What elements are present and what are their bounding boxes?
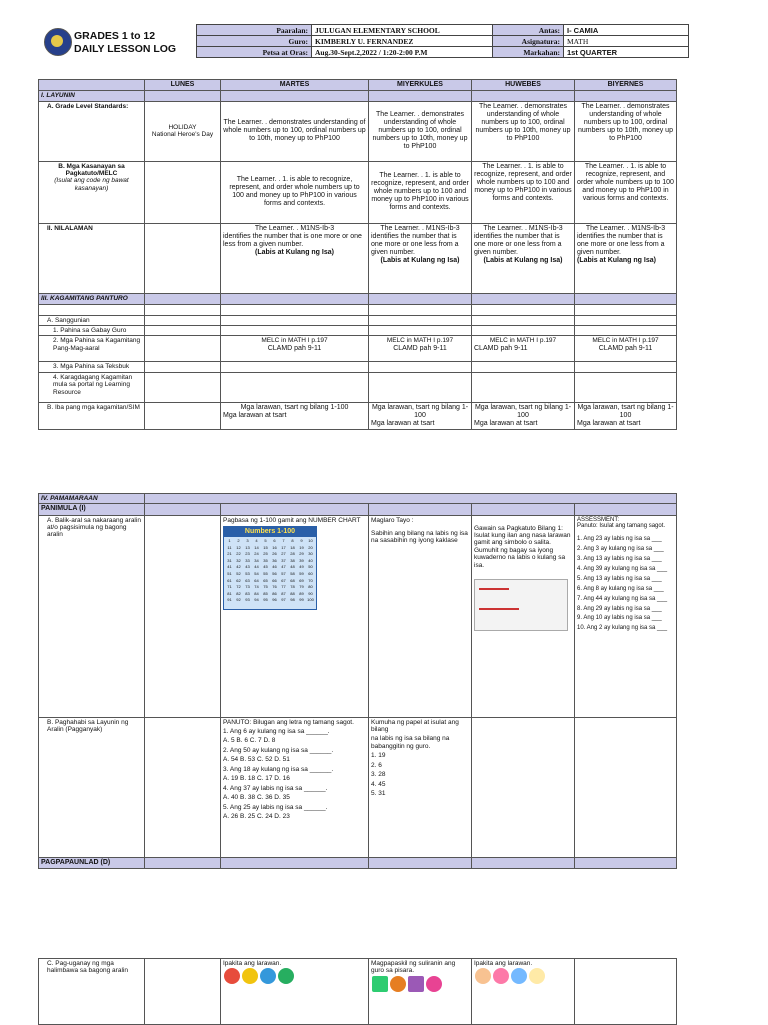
petsa-value: Aug.30-Sept.2,2022 / 1:20-2:00 P.M — [312, 47, 493, 58]
b-martes-item: A. 26 B. 25 C. 24 D. 23 — [223, 813, 290, 821]
number-chart-cell: 4 — [255, 537, 258, 543]
markahan-label: Markahan: — [493, 47, 564, 58]
nil-text-miyerkules: identifies the number that is one more or one less from a given number. — [371, 232, 459, 256]
number-chart-cell: 100 — [307, 597, 314, 603]
b-miyerkules-item: na labis ng isa sa bilang na babanggitin ng guro. — [371, 735, 450, 750]
b-martes-item: A. 54 B. 53 C. 52 D. 51 — [223, 756, 290, 764]
layunin-label: I. LAYUNIN — [39, 91, 145, 101]
antas-label: Antas: — [493, 25, 564, 36]
number-chart-cell: 90 — [308, 590, 313, 596]
number-chart-cell: 9 — [300, 537, 303, 543]
number-chart-cell: 65 — [263, 577, 268, 583]
number-chart-cell: 10 — [308, 537, 313, 543]
number-chart-cell: 21 — [227, 551, 232, 557]
holiday-label: HOLIDAY — [168, 123, 197, 131]
number-chart-cell: 81 — [227, 590, 232, 596]
objectives-table — [38, 79, 677, 430]
procedure-table — [38, 493, 677, 869]
nil-title-miyerkules: (Labis at Kulang ng Isa) — [380, 256, 460, 264]
number-chart-cell: 79 — [299, 584, 304, 590]
c-huwebes: Ipakita ang larawan. — [474, 960, 533, 967]
number-chart-cell: 8 — [291, 537, 294, 543]
number-chart-cell: 31 — [227, 557, 232, 563]
number-chart-cell: 45 — [263, 564, 268, 570]
pagpapaunlad-label: PAGPAPAUNLAD (D) — [39, 857, 145, 868]
assessment-item: 7. Ang 44 ay kulang ng isa sa ___ — [577, 595, 668, 602]
assessment-directions: Panuto: Isulat ang tamang sagot. — [577, 523, 666, 530]
melc-label: B. Mga Kasanayan sa Pagkatuto/MELC — [58, 162, 125, 177]
number-chart-cell: 99 — [299, 597, 304, 603]
b-martes-item: 1. Ang 6 ay kulang ng isa sa ______. — [223, 727, 330, 735]
melc-ref-huwebes: MELC in MATH I p.197 — [489, 337, 557, 345]
clamd-huwebes: CLAMD pah 9-11 — [474, 344, 528, 352]
a-martes: Pagbasa ng 1-100 gamit ang NUMBER CHART — [223, 516, 361, 524]
melc-ref-biyernes: MELC in MATH I p.197 — [592, 337, 659, 345]
b-miyerkules-item: 2. 6 — [371, 761, 382, 769]
assessment-item: 6. Ang 8 ay kulang ng isa sa ___ — [577, 585, 664, 592]
number-chart-cell: 82 — [236, 590, 241, 596]
number-chart-cell: 57 — [281, 570, 286, 576]
melc-huwebes: The Learner. . 1. is able to recognize, represent, and order whole numbers up to 100 and money up to PhP100 in various forms and contexts. — [472, 161, 575, 223]
number-chart-cell: 63 — [245, 577, 250, 583]
number-chart-image — [223, 526, 317, 610]
number-chart-cell: 94 — [254, 597, 259, 603]
number-chart-cell: 34 — [254, 557, 259, 563]
b-martes-item: 4. Ang 37 ay labis ng isa sa ______. — [223, 784, 328, 792]
day-martes: MARTES — [221, 80, 369, 91]
dll-title: DAILY LESSON LOG — [74, 43, 177, 55]
day-huwebes: HUWEBES — [472, 80, 575, 91]
worksheet-image — [474, 579, 568, 631]
number-chart-cell: 71 — [227, 584, 232, 590]
iba-miyerkules: Mga larawan, tsart ng bilang 1-100 — [371, 403, 469, 419]
melc-ref-miyerkules: MELC in MATH I p.197 — [386, 337, 454, 345]
number-chart-cell: 13 — [245, 544, 250, 550]
number-chart-cell: 56 — [272, 570, 277, 576]
number-chart-cell: 53 — [245, 570, 250, 576]
number-chart-cell: 27 — [281, 551, 286, 557]
number-chart-cell: 86 — [272, 590, 277, 596]
number-chart-cell: 19 — [299, 544, 304, 550]
number-chart-cell: 55 — [263, 570, 268, 576]
number-chart-cell: 11 — [227, 544, 232, 550]
day-miyerkules: MIYERKULES — [369, 80, 472, 91]
nil-text-martes: identifies the number that is one more or one less from a given number. — [223, 232, 362, 248]
assessment-item: 5. Ang 13 ay labis ng isa sa ___ — [577, 575, 662, 582]
gls-miyerkules: The Learner. . demonstrates understanding of whole numbers up to 100, ordinal numbers up to 10th, money up to PhP100 — [369, 101, 472, 161]
number-chart-cell: 59 — [299, 570, 304, 576]
b-miyerkules-item: 3. 28 — [371, 771, 386, 779]
day-biyernes: BIYERNES — [575, 80, 677, 91]
number-chart-cell: 87 — [281, 590, 286, 596]
number-chart-cell: 72 — [236, 584, 241, 590]
iba2-biyernes: Mga larawan at tsart — [577, 420, 641, 428]
number-chart-cell: 25 — [263, 551, 268, 557]
sanggunian-label: A. Sanggunian — [39, 315, 145, 325]
number-chart-cell: 5 — [264, 537, 267, 543]
day-lunes: LUNES — [145, 80, 221, 91]
lr-label: 4. Karagdagang Kagamitan mula sa portal ng Learning Resource — [39, 372, 145, 402]
number-chart-cell: 84 — [254, 590, 259, 596]
number-chart-cell: 49 — [299, 564, 304, 570]
number-chart-cell: 24 — [254, 551, 259, 557]
teksbuk-label: 3. Mga Pahina sa Teksbuk — [39, 362, 145, 372]
number-chart-cell: 89 — [299, 590, 304, 596]
antas-value: I- CAMIA — [564, 25, 689, 36]
iba-huwebes: Mga larawan, tsart ng bilang 1-100 — [474, 403, 572, 419]
number-chart-cell: 69 — [299, 577, 304, 583]
number-chart-cell: 54 — [254, 570, 259, 576]
gabay-label: 1. Pahina sa Gabay Guro — [39, 325, 145, 335]
iba2-martes: Mga larawan at tsart — [223, 411, 287, 419]
number-chart-cell: 18 — [290, 544, 295, 550]
number-chart-cell: 26 — [272, 551, 277, 557]
assessment-item: 8. Ang 29 ay labis ng isa sa ___ — [577, 605, 662, 612]
a-miy-text: Sabihin ang bilang na labis ng isa na sasabihin ng iyong kaklase — [371, 529, 468, 545]
number-chart-cell: 58 — [290, 570, 295, 576]
number-chart-cell: 16 — [272, 544, 277, 550]
b-martes — [221, 717, 369, 857]
melc-miyerkules: The Learner. . 1. is able to recognize, represent, and order whole numbers up to 100 and money up to PhP100 in various forms and contexts. — [369, 161, 472, 223]
b-martes-item: PANUTO: Bilugan ang letra ng tamang sagot. — [223, 718, 354, 726]
number-chart-cell: 3 — [246, 537, 249, 543]
number-chart-cell: 30 — [308, 551, 313, 557]
number-chart-cell: 98 — [290, 597, 295, 603]
number-chart-cell: 36 — [272, 557, 277, 563]
assessment-item: 3. Ang 13 ay labis ng isa sa ___ — [577, 556, 662, 563]
number-chart-cell: 50 — [308, 564, 313, 570]
number-chart-grid — [224, 537, 316, 605]
guro-value: KIMBERLY U. FERNANDEZ — [312, 36, 493, 47]
b-martes-item: A. 40 B. 38 C. 36 D. 35 — [223, 794, 290, 802]
number-chart-cell: 68 — [290, 577, 295, 583]
b-miyerkules-item: 4. 45 — [371, 780, 386, 788]
number-chart-cell: 12 — [236, 544, 241, 550]
nil-code-martes: The Learner. . M1NS-Ib-3 — [254, 224, 335, 232]
number-chart-cell: 92 — [236, 597, 241, 603]
gls-biyernes: The Learner. . demonstrates understanding of whole numbers up to 100, ordinal numbers up to 10th, money up to PhP100 — [575, 101, 677, 161]
number-chart-cell: 77 — [281, 584, 286, 590]
guro-label: Guro: — [197, 36, 312, 47]
toys-image — [223, 967, 366, 987]
paghahabi-label: B. Paghahabi sa Layunin ng Aralin (Pagganyak) — [39, 717, 145, 857]
panimula-label: PANIMULA (I) — [39, 504, 145, 515]
number-chart-cell: 7 — [282, 537, 285, 543]
number-chart-cell: 61 — [227, 577, 232, 583]
number-chart-cell: 97 — [281, 597, 286, 603]
number-chart-cell: 42 — [236, 564, 241, 570]
clamd-miyerkules: CLAMD pah 9-11 — [393, 344, 447, 352]
clothes-image — [371, 975, 469, 995]
number-chart-cell: 66 — [272, 577, 277, 583]
assessment-item: 9. Ang 10 ay labis ng isa sa ___ — [577, 615, 662, 622]
number-chart-cell: 85 — [263, 590, 268, 596]
nil-text-huwebes: identifies the number that is one more or one less from a given number. — [474, 232, 562, 256]
number-chart-cell: 48 — [290, 564, 295, 570]
gls-label: A. Grade Level Standards: — [39, 101, 145, 161]
a-huwebes: Gawain sa Pagkatuto Bilang 1: Isulat kung ilan ang nasa larawan gamit ang simbolo o salita. Gumuhit ng bagay sa iyong kuwaderno na labis o kulang sa isa. — [474, 524, 571, 569]
gls-martes: The Learner. . demonstrates understanding of whole numbers up to 100, ordinal numbers up to 10th, money up to PhP100 — [221, 101, 369, 161]
info-table — [196, 24, 689, 58]
number-chart-cell: 6 — [273, 537, 276, 543]
number-chart-cell: 32 — [236, 557, 241, 563]
nil-code-huwebes: The Learner. . M1NS-Ib-3 — [483, 224, 563, 232]
markahan-value: 1st QUARTER — [564, 47, 689, 58]
gls-huwebes: The Learner. . demonstrates understanding of whole numbers up to 100, ordinal numbers up to 10th, money up to PhP100 — [472, 101, 575, 161]
number-chart-cell: 43 — [245, 564, 250, 570]
number-chart-cell: 60 — [308, 570, 313, 576]
number-chart-cell: 46 — [272, 564, 277, 570]
b-martes-item: 5. Ang 25 ay labis ng isa sa ______. — [223, 803, 328, 811]
nil-code-miyerkules: The Learner. . M1NS-Ib-3 — [380, 224, 460, 232]
number-chart-cell: 78 — [290, 584, 295, 590]
paaralan-label: Paaralan: — [197, 25, 312, 36]
b-martes-item: 3. Ang 18 ay kulang ng isa sa ______. — [223, 765, 334, 773]
number-chart-cell: 38 — [290, 557, 295, 563]
iba-label: B. Iba pang mga kagamitan/SIM — [39, 402, 145, 429]
number-chart-cell: 44 — [254, 564, 259, 570]
number-chart-cell: 33 — [245, 557, 250, 563]
kagamitan-pang-label: 2. Mga Pahina sa Kagamitang Pang-Mag-aaral — [39, 336, 145, 362]
assessment-title: ASSESSMENT: — [577, 516, 620, 523]
iba2-miyerkules: Mga larawan at tsart — [371, 420, 435, 428]
number-chart-cell: 93 — [245, 597, 250, 603]
balik-aral-label: A. Balik-aral sa nakaraang aralin at/o pagsisimula ng bagong aralin — [39, 515, 145, 717]
number-chart-cell: 37 — [281, 557, 286, 563]
icecream-image — [474, 967, 572, 987]
nil-title-biyernes: (Labis at Kulang ng Isa) — [577, 256, 656, 264]
number-chart-cell: 62 — [236, 577, 241, 583]
number-chart-cell: 1 — [228, 537, 231, 543]
nilalaman-label: II. NILALAMAN — [39, 223, 145, 293]
number-chart-cell: 67 — [281, 577, 286, 583]
b-miyerkules-item: Kumuha ng papel at isulat ang bilang — [371, 718, 459, 733]
b-miyerkules — [369, 717, 472, 857]
assessment-item: 10. Ang 2 ay kulang ng isa sa ___ — [577, 625, 668, 632]
pag-uganay-label: C. Pag-uganay ng mga halimbawa sa bagong aralin — [39, 959, 145, 1025]
assessment-item: 2. Ang 3 ay kulang ng isa sa ___ — [577, 546, 664, 553]
number-chart-cell: 2 — [237, 537, 240, 543]
examples-table — [38, 958, 677, 1025]
number-chart-cell: 41 — [227, 564, 232, 570]
clamd-biyernes: CLAMD pah 9-11 — [598, 344, 653, 352]
number-chart-cell: 15 — [263, 544, 268, 550]
melc-note: (Isulat ang code ng bawat kasanayan) — [54, 177, 129, 192]
number-chart-cell: 28 — [290, 551, 295, 557]
number-chart-cell: 29 — [299, 551, 304, 557]
number-chart-cell: 20 — [308, 544, 313, 550]
c-martes: Ipakita ang larawan. — [223, 960, 282, 967]
nil-text-biyernes: identifies the number that is one more or one less from a given number. — [577, 232, 665, 256]
melc-biyernes: The Learner. . 1. is able to recognize, represent, and order whole numbers up to 100 and money up to PhP100 in various forms and contexts. — [575, 161, 677, 223]
number-chart-cell: 91 — [227, 597, 232, 603]
number-chart-cell: 95 — [263, 597, 268, 603]
paaralan-value: JULUGAN ELEMENTARY SCHOOL — [312, 25, 493, 36]
a-miy-title: Maglaro Tayo : — [371, 516, 414, 524]
number-chart-cell: 73 — [245, 584, 250, 590]
nil-title-huwebes: (Labis at Kulang ng Isa) — [483, 256, 563, 264]
number-chart-cell: 64 — [254, 577, 259, 583]
b-martes-item: A. 5 B. 6 C. 7 D. 8 — [223, 737, 276, 745]
number-chart-cell: 76 — [272, 584, 277, 590]
b-miyerkules-item: 5. 31 — [371, 790, 386, 798]
asignatura-label: Asignatura: — [493, 36, 564, 47]
assessment-list — [577, 536, 674, 632]
number-chart-cell: 17 — [281, 544, 286, 550]
iba-martes: Mga larawan, tsart ng bilang 1-100 — [240, 403, 349, 411]
number-chart-cell: 88 — [290, 590, 295, 596]
pamamaraan-label: IV. PAMAMARAAN — [39, 494, 145, 504]
b-miyerkules-item: 1. 19 — [371, 752, 386, 760]
petsa-label: Petsa at Oras: — [197, 47, 312, 58]
blank-header — [39, 80, 145, 91]
iba-biyernes: Mga larawan, tsart ng bilang 1-100 — [577, 403, 674, 419]
c-miyerkules: Magpapaskil ng suliranin ang guro sa pisara. — [371, 960, 456, 975]
clamd-martes: CLAMD pah 9-11 — [267, 344, 322, 352]
number-chart-cell: 23 — [245, 551, 250, 557]
assessment-item: 1. Ang 23 ay labis ng isa sa ___ — [577, 536, 662, 543]
number-chart-cell: 70 — [308, 577, 313, 583]
heroes-day-label: National Heroe's Day — [151, 131, 214, 139]
number-chart-cell: 75 — [263, 584, 268, 590]
grades-title: GRADES 1 to 12 — [74, 30, 156, 42]
number-chart-cell: 51 — [227, 570, 232, 576]
number-chart-cell: 83 — [245, 590, 250, 596]
number-chart-cell: 39 — [299, 557, 304, 563]
assessment-item: 4. Ang 39 ay kulang ng isa sa ___ — [577, 565, 668, 572]
number-chart-cell: 80 — [308, 584, 313, 590]
kagamitan-label: III. KAGAMITANG PANTURO — [39, 293, 145, 304]
number-chart-cell: 22 — [236, 551, 241, 557]
b-martes-item: 2. Ang 50 ay kulang ng isa sa ______. — [223, 746, 334, 754]
asignatura-value: MATH — [564, 36, 689, 47]
number-chart-cell: 74 — [254, 584, 259, 590]
number-chart-cell: 35 — [263, 557, 268, 563]
melc-martes: The Learner. . 1. is able to recognize, represent, and order whole numbers up to 100 and money up to PhP100 in various forms and contexts. — [221, 161, 369, 223]
number-chart-title: Numbers 1-100 — [224, 527, 316, 537]
melc-ref-martes: MELC in MATH I p.197 — [261, 337, 328, 345]
b-martes-item: A. 19 B. 18 C. 17 D. 16 — [223, 775, 290, 783]
number-chart-cell: 52 — [236, 570, 241, 576]
number-chart-cell: 96 — [272, 597, 277, 603]
deped-seal-icon — [44, 28, 72, 56]
number-chart-cell: 47 — [281, 564, 286, 570]
number-chart-cell: 40 — [308, 557, 313, 563]
nil-code-biyernes: The Learner. . M1NS-Ib-3 — [585, 224, 666, 232]
number-chart-cell: 14 — [254, 544, 259, 550]
nil-title-martes: (Labis at Kulang ng Isa) — [255, 248, 334, 256]
iba2-huwebes: Mga larawan at tsart — [474, 420, 538, 428]
